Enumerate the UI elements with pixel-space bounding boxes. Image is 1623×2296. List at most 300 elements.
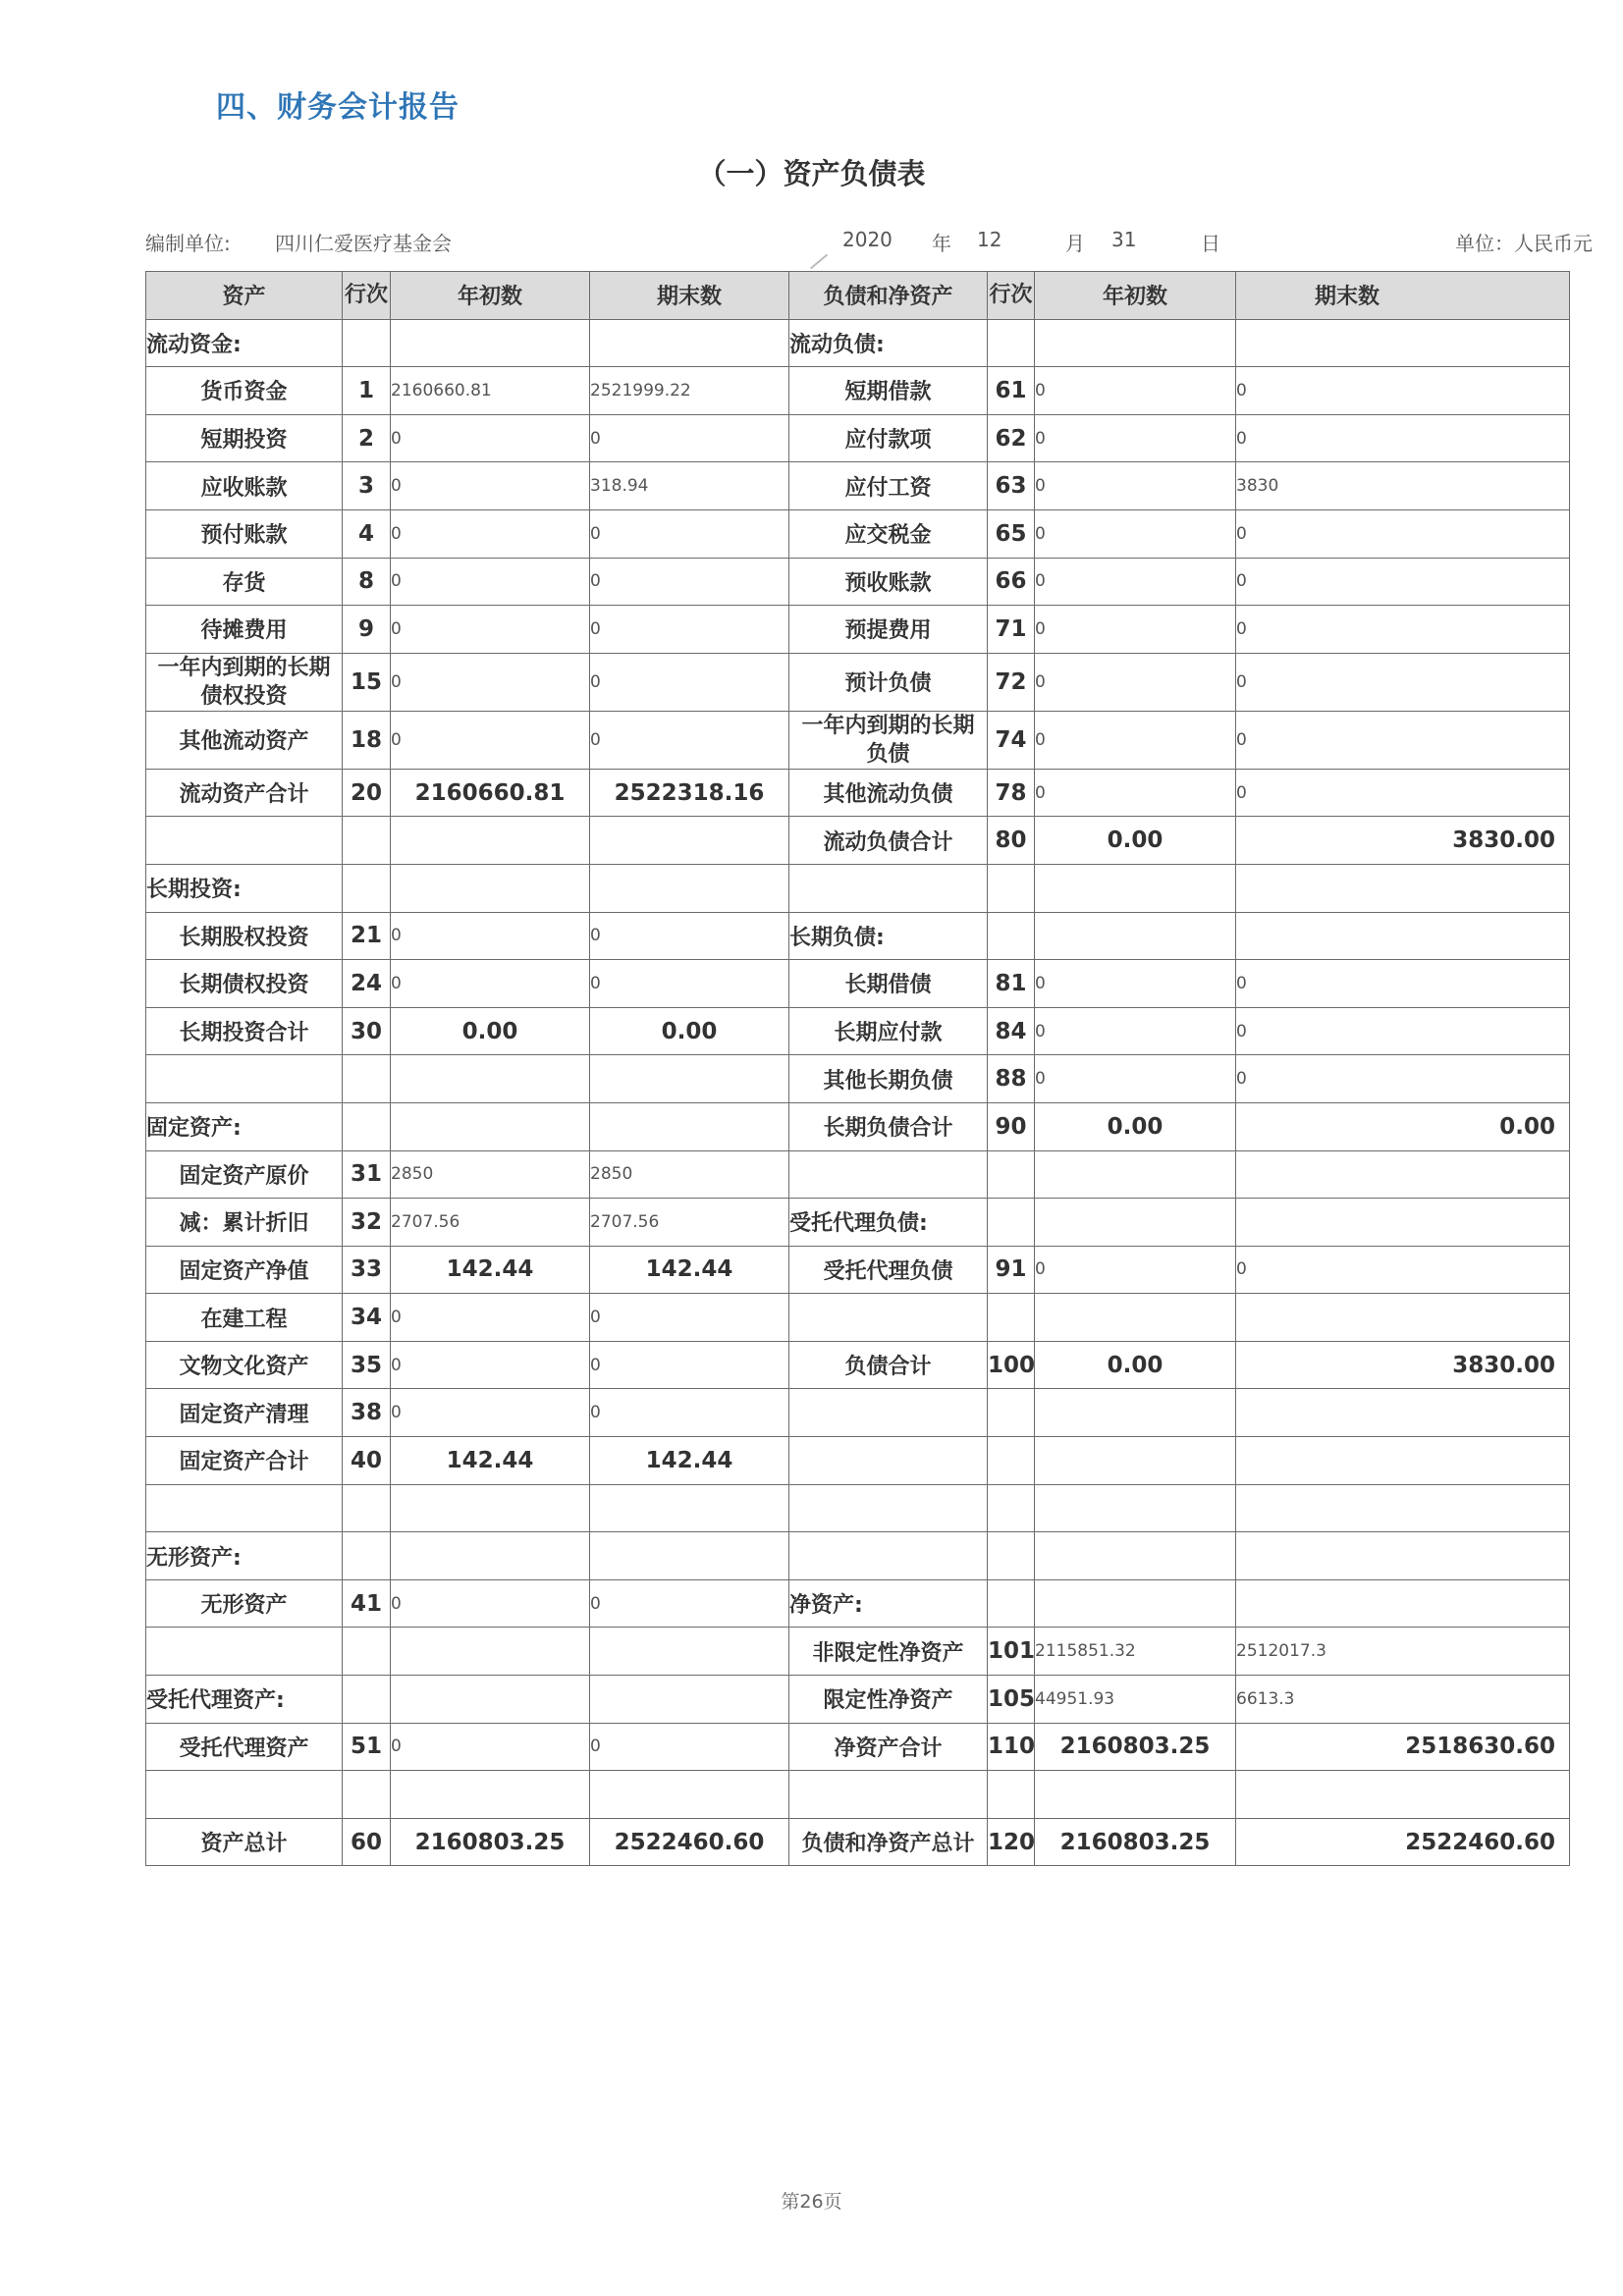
right-item-name: 一年内到期的长期负债	[789, 711, 988, 769]
left-item-name: 短期投资	[146, 414, 343, 462]
left-line-number: 18	[343, 711, 391, 769]
left-begin-value: 0	[391, 414, 590, 462]
right-begin-value: 2160803.25	[1035, 1723, 1236, 1771]
col-end-right: 期末数	[1236, 272, 1570, 320]
right-begin-value: 0	[1035, 367, 1236, 415]
table-row	[146, 414, 1570, 462]
left-begin-empty	[391, 1676, 590, 1724]
right-end-empty	[1236, 1532, 1570, 1580]
right-line-number: 72	[988, 653, 1035, 711]
left-line-number: 4	[343, 509, 391, 558]
left-end-value: 0	[590, 912, 789, 960]
left-end-empty	[590, 817, 789, 865]
right-end-empty	[1236, 912, 1570, 960]
right-begin-empty	[1035, 319, 1236, 367]
right-begin-empty	[1035, 1437, 1236, 1485]
left-section-header: 受托代理资产:	[146, 1676, 343, 1724]
left-line-number: 38	[343, 1389, 391, 1437]
right-begin-empty	[1035, 1484, 1236, 1532]
right-end-empty	[1236, 1484, 1570, 1532]
left-line-empty	[343, 817, 391, 865]
right-end-empty	[1236, 864, 1570, 912]
left-item-name: 减：累计折旧	[146, 1199, 343, 1247]
right-begin-empty	[1035, 1532, 1236, 1580]
left-line-number: 24	[343, 960, 391, 1008]
left-end-value: 0	[590, 606, 789, 654]
col-line-right-label: 行次	[989, 282, 1033, 307]
right-end-empty	[1236, 1771, 1570, 1819]
right-begin-empty	[1035, 1771, 1236, 1819]
left-begin-value: 0	[391, 462, 590, 510]
left-end-value: 0	[590, 1579, 789, 1628]
table-title: （一）资产负债表	[697, 157, 926, 190]
left-end-empty	[590, 1102, 789, 1150]
table-row	[146, 912, 1570, 960]
right-item-name: 应付款项	[789, 414, 988, 462]
left-item-name: 应收账款	[146, 462, 343, 510]
right-line-number: 101	[988, 1628, 1035, 1676]
right-item-name: 限定性净资产	[789, 1676, 988, 1724]
right-begin-value: 0.00	[1035, 1341, 1236, 1389]
right-end-empty	[1236, 1294, 1570, 1342]
right-begin-value: 0	[1035, 1246, 1236, 1294]
pencil-mark-icon	[796, 238, 828, 270]
left-item-name: 存货	[146, 558, 343, 606]
left-item-name: 长期投资合计	[146, 1007, 343, 1055]
right-line-empty	[988, 1389, 1035, 1437]
right-end-value: 0	[1236, 960, 1570, 1008]
left-end-value: 0	[590, 1723, 789, 1771]
col-assets: 资产	[146, 272, 343, 320]
right-item-name: 非限定性净资产	[789, 1628, 988, 1676]
right-line-empty	[988, 864, 1035, 912]
left-end-empty	[590, 1771, 789, 1819]
right-item-name: 负债合计	[789, 1341, 988, 1389]
right-begin-value: 2115851.32	[1035, 1628, 1236, 1676]
report-month: 12	[977, 228, 1002, 251]
left-item-name: 固定资产清理	[146, 1389, 343, 1437]
left-line-number: 31	[343, 1150, 391, 1199]
left-item-name: 文物文化资产	[146, 1341, 343, 1389]
right-item-empty	[789, 1294, 988, 1342]
col-begin-right: 年初数	[1035, 272, 1236, 320]
table-row	[146, 1484, 1570, 1532]
right-item-name: 其他流动负债	[789, 769, 988, 817]
left-begin-value: 0	[391, 1389, 590, 1437]
left-section-header: 流动资金:	[146, 319, 343, 367]
right-section-header: 长期负债:	[789, 912, 988, 960]
left-line-number: 21	[343, 912, 391, 960]
table-row	[146, 1437, 1570, 1485]
report-year: 2020	[842, 228, 893, 251]
table-row	[146, 1579, 1570, 1628]
right-item-name: 长期借债	[789, 960, 988, 1008]
right-line-number: 80	[988, 817, 1035, 865]
right-line-empty	[988, 1579, 1035, 1628]
table-row	[146, 769, 1570, 817]
left-end-value: 2850	[590, 1150, 789, 1199]
table-row	[146, 817, 1570, 865]
right-line-empty	[988, 1532, 1035, 1580]
left-end-value: 0	[590, 960, 789, 1008]
left-begin-value: 142.44	[391, 1437, 590, 1485]
right-begin-value: 0	[1035, 769, 1236, 817]
left-line-number: 8	[343, 558, 391, 606]
left-item-name: 固定资产净值	[146, 1246, 343, 1294]
left-line-empty	[343, 1055, 391, 1103]
right-end-value: 2518630.60	[1236, 1723, 1570, 1771]
right-item-name: 应交税金	[789, 509, 988, 558]
left-begin-value: 0	[391, 711, 590, 769]
left-end-empty	[590, 1676, 789, 1724]
left-item-name: 固定资产合计	[146, 1437, 343, 1485]
prepared-by-label: 编制单位:	[145, 232, 231, 255]
left-line-number: 32	[343, 1199, 391, 1247]
right-line-number: 74	[988, 711, 1035, 769]
prepared-by-value: 四川仁爱医疗基金会	[275, 232, 452, 255]
right-begin-value: 0	[1035, 653, 1236, 711]
left-begin-value: 0	[391, 606, 590, 654]
left-begin-value: 0	[391, 558, 590, 606]
right-item-name: 净资产合计	[789, 1723, 988, 1771]
table-row	[146, 711, 1570, 769]
left-line-number: 34	[343, 1294, 391, 1342]
left-line-number: 15	[343, 653, 391, 711]
right-line-empty	[988, 1294, 1035, 1342]
left-line-number: 1	[343, 367, 391, 415]
right-line-number: 62	[988, 414, 1035, 462]
left-line-empty	[343, 319, 391, 367]
right-item-empty	[789, 1532, 988, 1580]
right-section-header: 受托代理负债:	[789, 1199, 988, 1247]
left-end-value: 0	[590, 1389, 789, 1437]
col-line-label: 行次	[344, 282, 388, 307]
left-line-number: 41	[343, 1579, 391, 1628]
left-end-value: 0	[590, 558, 789, 606]
right-item-empty	[789, 864, 988, 912]
right-begin-empty	[1035, 1150, 1236, 1199]
left-begin-value: 0	[391, 1294, 590, 1342]
left-line-empty	[343, 1484, 391, 1532]
left-end-value: 0	[590, 1294, 789, 1342]
left-line-number: 9	[343, 606, 391, 654]
left-item-name: 预付账款	[146, 509, 343, 558]
right-begin-empty	[1035, 912, 1236, 960]
right-line-empty	[988, 1199, 1035, 1247]
right-line-empty	[988, 1484, 1035, 1532]
table-row	[146, 1150, 1570, 1199]
right-end-value: 3830.00	[1236, 817, 1570, 865]
left-item-name: 一年内到期的长期债权投资	[146, 653, 343, 711]
right-item-name: 预收账款	[789, 558, 988, 606]
right-end-value: 0	[1236, 711, 1570, 769]
currency-unit: 单位：人民币元	[1455, 232, 1593, 255]
right-end-value: 0.00	[1236, 1102, 1570, 1150]
right-begin-value: 0.00	[1035, 1102, 1236, 1150]
right-end-value: 0	[1236, 1055, 1570, 1103]
left-item-name: 货币资金	[146, 367, 343, 415]
left-line-empty	[343, 1771, 391, 1819]
right-end-value: 0	[1236, 1246, 1570, 1294]
left-line-empty	[343, 1628, 391, 1676]
right-line-number: 110	[988, 1723, 1035, 1771]
left-begin-value: 0	[391, 1341, 590, 1389]
col-begin: 年初数	[391, 272, 590, 320]
left-item-name: 长期债权投资	[146, 960, 343, 1008]
left-begin-empty	[391, 1628, 590, 1676]
right-line-empty	[988, 319, 1035, 367]
right-begin-value: 0	[1035, 558, 1236, 606]
left-end-empty	[590, 1532, 789, 1580]
col-end: 期末数	[590, 272, 789, 320]
right-end-value: 0	[1236, 558, 1570, 606]
left-end-value: 2522318.16	[590, 769, 789, 817]
left-end-value: 0	[590, 414, 789, 462]
left-item-name: 无形资产	[146, 1579, 343, 1628]
right-line-empty	[988, 1150, 1035, 1199]
table-row	[146, 319, 1570, 367]
right-line-number: 91	[988, 1246, 1035, 1294]
right-begin-value: 0	[1035, 606, 1236, 654]
right-begin-value: 0	[1035, 1007, 1236, 1055]
right-line-number: 78	[988, 769, 1035, 817]
right-end-empty	[1236, 1199, 1570, 1247]
table-row	[146, 367, 1570, 415]
col-line	[343, 272, 391, 320]
right-line-empty	[988, 912, 1035, 960]
right-end-value: 0	[1236, 1007, 1570, 1055]
right-item-name: 受托代理负债	[789, 1246, 988, 1294]
right-item-name: 预计负债	[789, 653, 988, 711]
table-row	[146, 1532, 1570, 1580]
day-label: 日	[1201, 232, 1220, 255]
right-end-value: 3830	[1236, 462, 1570, 510]
right-begin-value: 0	[1035, 960, 1236, 1008]
right-end-value: 6613.3	[1236, 1676, 1570, 1724]
left-begin-empty	[391, 1102, 590, 1150]
left-begin-empty	[391, 817, 590, 865]
right-begin-empty	[1035, 1579, 1236, 1628]
table-row	[146, 1628, 1570, 1676]
table-row	[146, 1199, 1570, 1247]
table-row	[146, 1246, 1570, 1294]
left-begin-empty	[391, 1532, 590, 1580]
left-item-name: 固定资产原价	[146, 1150, 343, 1199]
left-begin-value: 0	[391, 960, 590, 1008]
right-end-empty	[1236, 1437, 1570, 1485]
left-end-value: 142.44	[590, 1246, 789, 1294]
right-begin-empty	[1035, 864, 1236, 912]
right-begin-value: 0	[1035, 509, 1236, 558]
month-label: 月	[1065, 232, 1085, 255]
left-begin-value: 2707.56	[391, 1199, 590, 1247]
report-day: 31	[1111, 228, 1137, 251]
left-begin-value: 0	[391, 1723, 590, 1771]
table-row	[146, 653, 1570, 711]
right-begin-value: 44951.93	[1035, 1676, 1236, 1724]
left-end-value: 0	[590, 711, 789, 769]
left-line-number: 20	[343, 769, 391, 817]
right-item-name: 短期借款	[789, 367, 988, 415]
right-line-number: 84	[988, 1007, 1035, 1055]
left-section-header: 固定资产:	[146, 1102, 343, 1150]
right-begin-empty	[1035, 1199, 1236, 1247]
table-row	[146, 462, 1570, 510]
right-line-empty	[988, 1771, 1035, 1819]
right-end-value: 0	[1236, 367, 1570, 415]
left-line-empty	[343, 1676, 391, 1724]
right-item-name: 负债和净资产总计	[789, 1818, 988, 1866]
year-label: 年	[932, 232, 951, 255]
table-row	[146, 606, 1570, 654]
right-end-value: 2512017.3	[1236, 1628, 1570, 1676]
left-item-name: 其他流动资产	[146, 711, 343, 769]
right-item-empty	[789, 1437, 988, 1485]
right-line-number: 63	[988, 462, 1035, 510]
left-begin-value: 0	[391, 509, 590, 558]
right-begin-value: 0.00	[1035, 817, 1236, 865]
left-end-value: 2707.56	[590, 1199, 789, 1247]
right-begin-value: 2160803.25	[1035, 1818, 1236, 1866]
right-end-empty	[1236, 1150, 1570, 1199]
page-number: 第26页	[781, 2191, 842, 2213]
right-line-number: 90	[988, 1102, 1035, 1150]
left-line-number: 40	[343, 1437, 391, 1485]
right-begin-value: 0	[1035, 462, 1236, 510]
left-item-name: 待摊费用	[146, 606, 343, 654]
right-item-name: 应付工资	[789, 462, 988, 510]
left-begin-empty	[391, 1484, 590, 1532]
right-item-name: 其他长期负债	[789, 1055, 988, 1103]
left-section-header: 无形资产:	[146, 1532, 343, 1580]
left-section-header: 长期投资:	[146, 864, 343, 912]
right-begin-empty	[1035, 1294, 1236, 1342]
table-header-row	[146, 272, 1570, 320]
left-begin-value: 0	[391, 1579, 590, 1628]
right-end-empty	[1236, 1389, 1570, 1437]
right-section-header: 流动负债:	[789, 319, 988, 367]
left-begin-value: 2160803.25	[391, 1818, 590, 1866]
left-item-name: 在建工程	[146, 1294, 343, 1342]
left-begin-value: 0	[391, 653, 590, 711]
left-line-number: 33	[343, 1246, 391, 1294]
right-begin-empty	[1035, 1389, 1236, 1437]
left-end-empty	[590, 1484, 789, 1532]
left-line-empty	[343, 1532, 391, 1580]
balance-sheet-body	[146, 319, 1570, 1866]
left-end-value: 2521999.22	[590, 367, 789, 415]
right-item-empty	[789, 1484, 988, 1532]
left-end-value: 2522460.60	[590, 1818, 789, 1866]
left-end-value: 0	[590, 1341, 789, 1389]
left-begin-value: 0	[391, 912, 590, 960]
section-title: 四、财务会计报告	[216, 90, 460, 125]
left-end-value: 142.44	[590, 1437, 789, 1485]
table-row	[146, 1007, 1570, 1055]
right-begin-value: 0	[1035, 414, 1236, 462]
left-end-value: 0.00	[590, 1007, 789, 1055]
right-end-empty	[1236, 319, 1570, 367]
left-line-number: 60	[343, 1818, 391, 1866]
right-begin-value: 0	[1035, 1055, 1236, 1103]
left-item-name: 资产总计	[146, 1818, 343, 1866]
left-end-value: 0	[590, 509, 789, 558]
left-end-empty	[590, 319, 789, 367]
left-line-number: 2	[343, 414, 391, 462]
table-row	[146, 864, 1570, 912]
right-item-name: 长期负债合计	[789, 1102, 988, 1150]
right-line-number: 65	[988, 509, 1035, 558]
left-line-number: 3	[343, 462, 391, 510]
left-end-empty	[590, 1628, 789, 1676]
left-end-empty	[590, 1055, 789, 1103]
left-begin-value: 142.44	[391, 1246, 590, 1294]
left-begin-value: 2850	[391, 1150, 590, 1199]
right-line-number: 88	[988, 1055, 1035, 1103]
right-begin-value: 0	[1035, 711, 1236, 769]
right-end-value: 3830.00	[1236, 1341, 1570, 1389]
left-begin-empty	[391, 1771, 590, 1819]
left-line-number: 30	[343, 1007, 391, 1055]
left-item-empty	[146, 1771, 343, 1819]
col-line-right	[988, 272, 1035, 320]
left-end-value: 0	[590, 653, 789, 711]
right-line-number: 81	[988, 960, 1035, 1008]
left-item-empty	[146, 1055, 343, 1103]
right-line-empty	[988, 1437, 1035, 1485]
right-end-value: 0	[1236, 509, 1570, 558]
table-row	[146, 1676, 1570, 1724]
right-line-number: 61	[988, 367, 1035, 415]
right-end-value: 2522460.60	[1236, 1818, 1570, 1866]
left-item-empty	[146, 817, 343, 865]
right-line-number: 100	[988, 1341, 1035, 1389]
right-line-number: 105	[988, 1676, 1035, 1724]
left-end-empty	[590, 864, 789, 912]
table-row	[146, 1294, 1570, 1342]
right-end-value: 0	[1236, 606, 1570, 654]
table-row	[146, 1723, 1570, 1771]
table-row	[146, 558, 1570, 606]
table-row	[146, 1341, 1570, 1389]
left-begin-value: 0.00	[391, 1007, 590, 1055]
left-begin-value: 2160660.81	[391, 367, 590, 415]
col-liabilities: 负债和净资产	[789, 272, 988, 320]
right-line-number: 66	[988, 558, 1035, 606]
left-begin-empty	[391, 319, 590, 367]
left-item-name: 流动资产合计	[146, 769, 343, 817]
left-item-name: 长期股权投资	[146, 912, 343, 960]
right-end-value: 0	[1236, 653, 1570, 711]
table-row	[146, 1055, 1570, 1103]
table-row	[146, 1389, 1570, 1437]
right-end-empty	[1236, 1579, 1570, 1628]
left-end-value: 318.94	[590, 462, 789, 510]
right-line-number: 71	[988, 606, 1035, 654]
balance-sheet-table	[145, 271, 1570, 1866]
table-row	[146, 1102, 1570, 1150]
left-begin-empty	[391, 1055, 590, 1103]
left-item-name: 受托代理资产	[146, 1723, 343, 1771]
right-item-name: 流动负债合计	[789, 817, 988, 865]
balance-sheet-container	[145, 271, 1559, 1898]
right-section-header: 净资产:	[789, 1579, 988, 1628]
table-row	[146, 1771, 1570, 1819]
left-line-empty	[343, 864, 391, 912]
left-item-empty	[146, 1628, 343, 1676]
right-item-name: 长期应付款	[789, 1007, 988, 1055]
right-item-empty	[789, 1150, 988, 1199]
